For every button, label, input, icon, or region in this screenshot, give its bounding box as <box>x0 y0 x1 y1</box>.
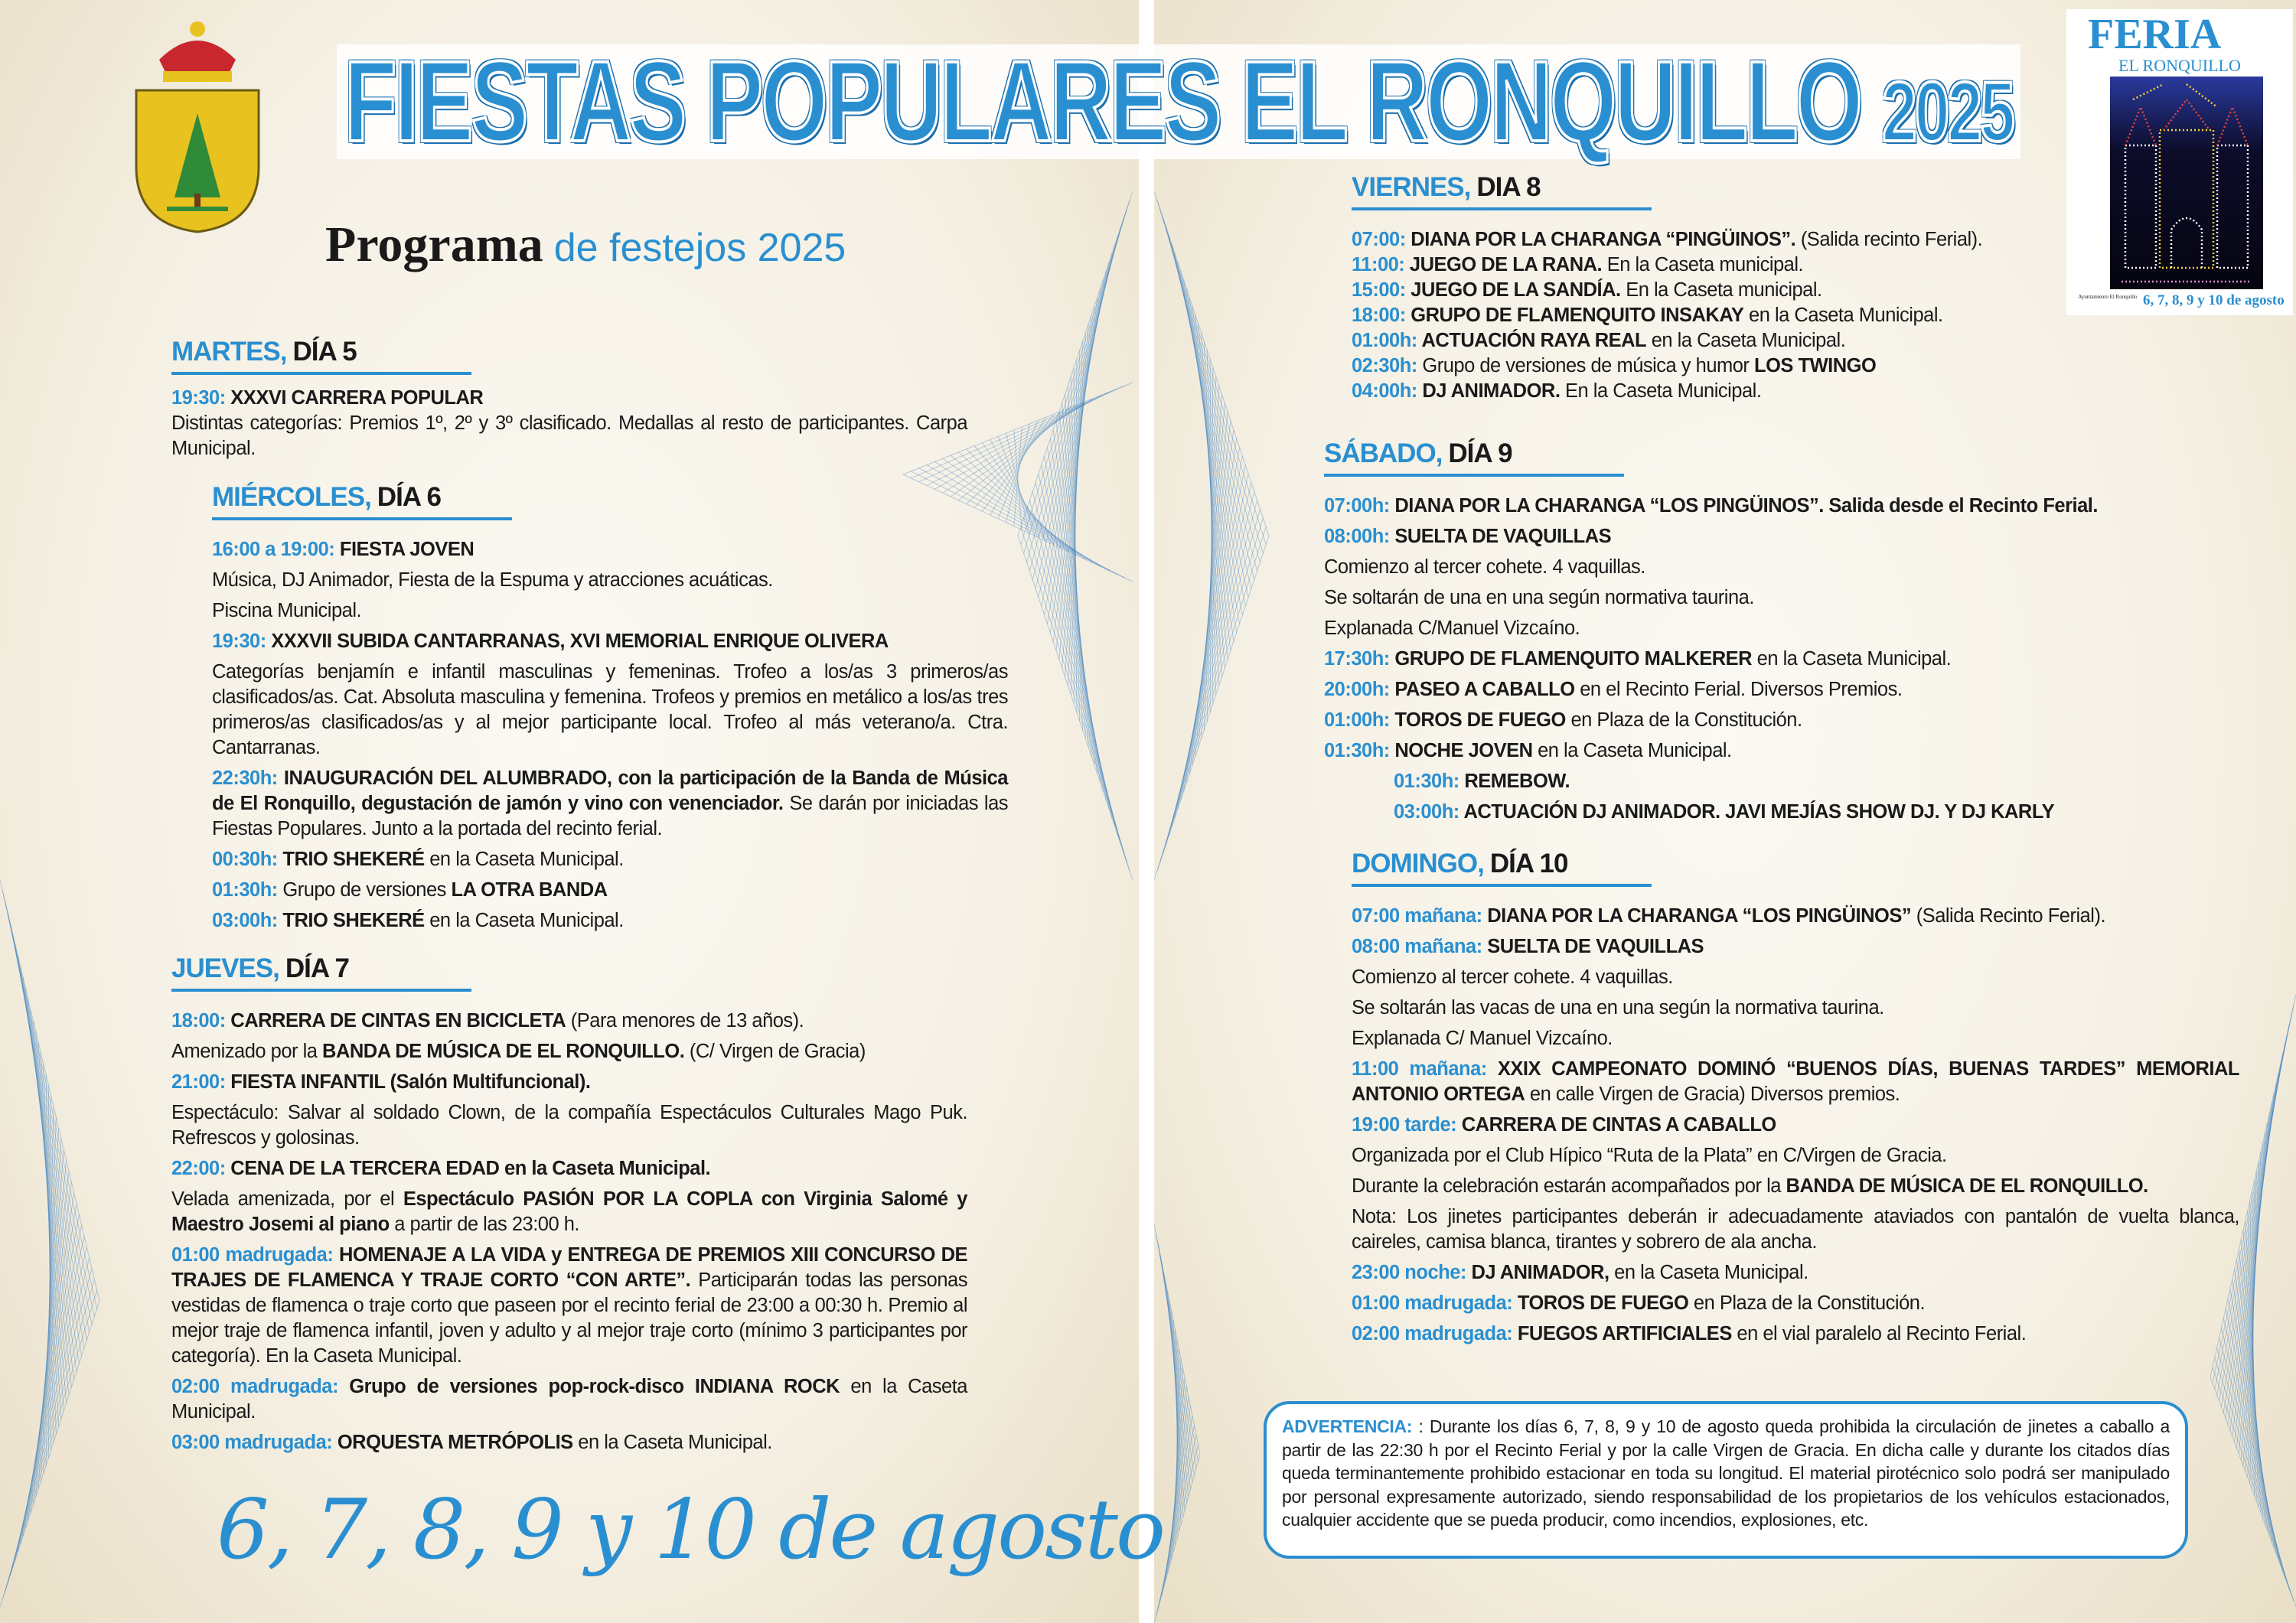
event-time: 00:30h: <box>212 849 283 870</box>
event-time: 01:00 madrugada: <box>1352 1292 1518 1314</box>
event-item <box>1352 1143 2239 1168</box>
day-section-miercoles <box>212 482 1008 939</box>
event-item <box>171 411 967 461</box>
event-title: ORQUESTA METRÓPOLIS <box>337 1432 573 1453</box>
event-time: 01:00 madrugada: <box>171 1244 339 1266</box>
event-description: en la Caseta Municipal. <box>171 1376 967 1423</box>
event-item <box>212 847 1008 872</box>
event-item <box>1324 647 2197 672</box>
event-time: 18:00: <box>1352 305 1411 326</box>
day-heading <box>212 482 1008 513</box>
event-description: Velada amenizada, por el <box>171 1188 403 1210</box>
event-title: FIESTA INFANTIL (Salón Multifuncional). <box>230 1071 591 1093</box>
event-description: Comienzo al tercer cohete. 4 vaquillas. <box>1324 556 1645 578</box>
event-title: GRUPO DE FLAMENQUITO INSAKAY <box>1411 305 1744 326</box>
day-section-sabado <box>1324 438 2197 830</box>
event-item <box>1352 303 2071 328</box>
event-item <box>212 878 1008 903</box>
event-item <box>1352 904 2239 929</box>
event-title: CARRERA DE CINTAS EN BICICLETA <box>230 1010 566 1031</box>
poster-title: FERIA <box>2088 11 2222 58</box>
program-heading <box>325 216 846 274</box>
warning-label: ADVERTENCIA: <box>1282 1416 1413 1436</box>
event-item <box>171 1374 967 1425</box>
day-heading <box>171 953 967 984</box>
event-title: HOMENAJE A LA VIDA y ENTREGA DE PREMIOS XIII CONCURSO DE TRAJES DE FLAMENCA Y TRAJE CORTO “CON ARTE”. <box>171 1244 967 1291</box>
day-heading <box>1324 438 2197 469</box>
event-item <box>1352 354 2071 379</box>
event-title: TOROS DE FUEGO <box>1517 1292 1689 1314</box>
day-number: DÍA 10 <box>1489 849 1568 878</box>
event-time: 03:00h: <box>1394 801 1464 823</box>
event-title: NOCHE JOVEN <box>1394 740 1533 761</box>
day-name: JUEVES, <box>171 953 279 983</box>
event-description: en calle Virgen de Gracia) Diversos premios. <box>1525 1084 1900 1105</box>
event-time: 07:00 mañana: <box>1352 905 1488 927</box>
event-description: en la Caseta Municipal. <box>1743 305 1943 326</box>
event-time: 19:00 tarde: <box>1352 1114 1462 1136</box>
event-item <box>171 1100 967 1151</box>
event-title: ACTUACIÓN DJ ANIMADOR. JAVI MEJÍAS SHOW DJ. Y DJ KARLY <box>1463 801 2055 823</box>
event-time: 15:00: <box>1352 279 1411 301</box>
event-time: 02:30h: <box>1352 355 1423 376</box>
event-item <box>212 908 1008 934</box>
event-item <box>1352 379 2071 404</box>
event-title: DIANA POR LA CHARANGA “LOS PINGÜINOS”. Salida desde el Recinto Ferial. <box>1394 495 2098 517</box>
event-description: en la Caseta Municipal. <box>424 910 624 931</box>
event-title: DJ ANIMADOR. <box>1422 380 1561 402</box>
event-description: en la Caseta Municipal. <box>572 1432 772 1453</box>
event-description: Durante la celebración estarán acompañados por la <box>1352 1175 1786 1197</box>
day-heading <box>1352 849 2239 879</box>
event-item <box>171 1430 967 1455</box>
event-time: 07:00h: <box>1324 495 1395 517</box>
event-title: REMEBOW. <box>1464 771 1570 792</box>
event-time: 04:00h: <box>1352 380 1423 402</box>
string-art-line <box>1056 306 1094 650</box>
title-text: FIESTAS POPULARES EL RONQUILLO <box>344 37 1861 165</box>
event-title: JUEGO DE LA RANA. <box>1409 254 1603 275</box>
day-number: DÍA 5 <box>292 337 357 367</box>
event-description: en Plaza de la Constitución. <box>1688 1292 1926 1314</box>
event-item <box>171 1039 967 1064</box>
event-time: 01:30h: <box>1324 740 1395 761</box>
event-time: 19:30: <box>171 387 231 409</box>
event-item <box>212 598 1008 624</box>
day-section-martes <box>171 337 967 461</box>
event-item <box>1324 677 2197 702</box>
event-title: XXXVI CARRERA POPULAR <box>230 387 484 409</box>
event-time: 22:00: <box>171 1158 231 1179</box>
programa-label: Programa <box>325 217 543 272</box>
day-name: SÁBADO, <box>1324 438 1443 468</box>
event-description: en la Caseta Municipal. <box>1752 648 1952 670</box>
event-title: BANDA DE MÚSICA DE EL RONQUILLO. <box>322 1041 685 1062</box>
event-time: 07:00: <box>1352 229 1411 250</box>
event-title: GRUPO DE FLAMENQUITO MALKERER <box>1394 648 1753 670</box>
event-title: TRIO SHEKERÉ <box>282 910 425 931</box>
event-time: 01:30h: <box>212 879 283 901</box>
event-item <box>1324 494 2197 519</box>
day-name: DOMINGO, <box>1352 849 1484 878</box>
event-title: SUELTA DE VAQUILLAS <box>1394 526 1612 547</box>
event-time: 17:30h: <box>1324 648 1395 670</box>
event-item <box>1352 1057 2239 1107</box>
event-item <box>1352 996 2239 1021</box>
event-time: 16:00 a 19:00: <box>212 539 340 560</box>
event-item <box>1324 708 2197 733</box>
event-item <box>171 1243 967 1369</box>
event-description: Organizada por el Club Hípico “Ruta de la Plata” en C/Virgen de Gracia. <box>1352 1145 1947 1166</box>
event-time: 19:30: <box>212 631 272 652</box>
event-description: Espectáculo: Salvar al soldado Clown, de la compañía Espectáculos Culturales Mago Puk. Refrescos y golosinas. <box>171 1102 967 1149</box>
event-item <box>1324 524 2197 549</box>
event-item <box>1324 585 2197 611</box>
heading-underline <box>212 517 512 520</box>
event-item <box>212 537 1008 562</box>
event-title: Grupo de versiones pop-rock-disco INDIANA ROCK <box>349 1376 840 1397</box>
event-title: FIESTA JOVEN <box>339 539 475 560</box>
heading-underline <box>171 989 471 992</box>
event-item <box>1352 1260 2239 1286</box>
event-item <box>1352 1204 2239 1255</box>
event-time: 01:30h: <box>1394 771 1465 792</box>
page-title <box>344 37 2014 174</box>
event-title: Espectáculo PASIÓN POR LA COPLA con Virginia Salomé y Maestro Josemi al piano <box>171 1188 967 1235</box>
heading-underline <box>171 372 471 375</box>
title-year: 2025 <box>1882 65 2014 159</box>
event-time: 02:00 madrugada: <box>1352 1323 1518 1344</box>
event-item <box>1324 738 2197 764</box>
day-heading <box>1352 172 2071 203</box>
event-item <box>1352 328 2071 354</box>
day-heading <box>171 337 967 367</box>
string-art-line <box>1192 306 1231 650</box>
event-description: Amenizado por la <box>171 1041 323 1062</box>
event-time: 01:00h: <box>1324 709 1395 731</box>
event-time: 21:00: <box>171 1071 231 1093</box>
event-description: en la Caseta Municipal. <box>1532 740 1732 761</box>
event-title: XXIX CAMPEONATO DOMINÓ “BUENOS DÍAS, BUENAS TARDES” MEMORIAL ANTONIO ORTEGA <box>1352 1058 2239 1105</box>
event-title: TOROS DE FUEGO <box>1394 709 1566 731</box>
day-name: VIERNES, <box>1352 172 1471 202</box>
event-title: CARRERA DE CINTAS A CABALLO <box>1461 1114 1776 1136</box>
festival-dates: 6, 7, 8, 9 y 10 de agosto <box>217 1482 1164 1578</box>
event-description: En la Caseta municipal. <box>1602 254 1804 275</box>
event-description: en la Caseta Municipal. <box>1609 1262 1808 1283</box>
event-description: Comienzo al tercer cohete. 4 vaquillas. <box>1352 966 1673 988</box>
event-title: XXXVII SUBIDA CANTARRANAS, XVI MEMORIAL ENRIQUE OLIVERA <box>271 631 889 652</box>
event-title: DJ ANIMADOR, <box>1471 1262 1609 1283</box>
poster-dates: 6, 7, 8, 9 y 10 de agosto <box>2143 292 2285 308</box>
poster-subtitle: EL RONQUILLO <box>2118 56 2241 75</box>
event-item <box>171 386 967 411</box>
string-art-line <box>31 1009 69 1395</box>
event-description: (C/ Virgen de Gracia) <box>684 1041 866 1062</box>
event-title: DIANA POR LA CHARANGA “LOS PINGÜINOS” <box>1487 905 1912 927</box>
event-description: (Salida Recinto Ferial). <box>1911 905 2106 927</box>
event-description: Piscina Municipal. <box>212 600 362 621</box>
event-time: 03:00h: <box>212 910 283 931</box>
feria-poster <box>2066 9 2293 315</box>
event-item <box>1352 1291 2239 1316</box>
event-item <box>1352 253 2071 278</box>
event-time: 08:00h: <box>1324 526 1395 547</box>
event-time: 02:00 madrugada: <box>171 1376 350 1397</box>
event-item <box>212 568 1008 593</box>
event-item <box>1324 616 2197 641</box>
day-number: DÍA 7 <box>285 953 350 983</box>
day-name: MIÉRCOLES, <box>212 482 371 512</box>
illuminated-church-image <box>2110 77 2263 289</box>
event-description: Se soltarán las vacas de una en una según la normativa taurina. <box>1352 997 1884 1018</box>
event-description: en la Caseta Municipal. <box>424 849 624 870</box>
event-description: a partir de las 23:00 h. <box>389 1214 580 1235</box>
event-description: Grupo de versiones de música y humor <box>1422 355 1755 376</box>
event-item <box>1324 769 2197 794</box>
event-description: en la Caseta Municipal. <box>1646 330 1846 351</box>
event-item <box>1352 934 2239 960</box>
poster-illumination-image <box>2110 77 2263 289</box>
poster-council: Ayuntamiento El Ronquillo <box>2078 294 2138 300</box>
day-number: DÍA 9 <box>1448 438 1512 468</box>
coat-of-arms-icon <box>129 6 266 236</box>
event-description: en Plaza de la Constitución. <box>1565 709 1802 731</box>
event-item <box>1324 800 2197 825</box>
day-number: DÍA 6 <box>377 482 441 512</box>
event-time: 03:00 madrugada: <box>171 1432 338 1453</box>
event-item <box>212 629 1008 654</box>
event-description: Explanada C/Manuel Vizcaíno. <box>1324 618 1580 639</box>
event-time: 22:30h: <box>212 768 284 789</box>
heading-underline <box>1352 207 1652 210</box>
event-description: En la Caseta municipal. <box>1620 279 1822 301</box>
event-description: Grupo de versiones <box>282 879 452 901</box>
event-item <box>1352 1113 2239 1138</box>
event-description: Nota: Los jinetes participantes deberán ir adecuadamente ataviados con pantalón de vuelta blanca, caireles, camisa blanca, tirantes y sobrero de ala ancha. <box>1352 1206 2239 1253</box>
event-time: 01:00h: <box>1352 330 1422 351</box>
event-item <box>1324 555 2197 580</box>
event-item <box>1352 278 2071 303</box>
event-title: PASEO A CABALLO <box>1394 679 1575 700</box>
warning-box <box>1264 1401 2188 1559</box>
event-title: DIANA POR LA CHARANGA “PINGÜINOS”. <box>1411 229 1796 250</box>
warning-text: : Durante los días 6, 7, 8, 9 y 10 de agosto queda prohibida la circulación de jinetes a caballo a partir de las 22:30 h por el Recinto Ferial y por la calle Virgen de Gracia. En dicha calle y durante los citados días queda terminantemente prohibido estacionar en toda su longitud. El material pirotécnico solo podrá ser manipulado por personal expresamente autorizado, siendo responsabilidad de los propietarios de los vehículos estacionados, cualquier accidente que se pueda producir, como incendios, explosiones, etc. <box>1282 1416 2170 1530</box>
event-title: TRIO SHEKERÉ <box>282 849 425 870</box>
event-item <box>1352 1174 2239 1199</box>
event-time: 11:00: <box>1352 254 1410 275</box>
day-name: MARTES, <box>171 337 287 367</box>
event-description: en el vial paralelo al Recinto Ferial. <box>1731 1323 2027 1344</box>
event-description: Se darán por iniciadas las Fiestas Populares. Junto a la portada del recinto ferial. <box>212 793 1009 839</box>
event-item <box>1352 227 2071 253</box>
day-section-viernes <box>1352 172 2071 404</box>
event-title: SUELTA DE VAQUILLAS <box>1487 936 1704 957</box>
event-title: CENA DE LA TERCERA EDAD en la Caseta Municipal. <box>230 1158 711 1179</box>
event-description: Distintas categorías: Premios 1º, 2º y 3º clasificado. Medallas al resto de participantes. Carpa Municipal. <box>171 412 967 459</box>
event-description: Participarán todas las personas vestidas de flamenca o traje corto que paseen por el recinto ferial de 23:00 a 00:30 h. Premio al mejor traje de flamenca infantil, joven y adulto y al mejor traje corto (mínimo 3 participantes por categoría). En la Caseta Municipal. <box>171 1269 967 1367</box>
event-title: INAUGURACIÓN DEL ALUMBRADO, con la participación de la Banda de Música de El Ronquillo, degustación de jamón y vino con venenciador. <box>212 768 1008 814</box>
programa-subtitle: de festejos 2025 <box>553 226 846 270</box>
heading-underline <box>1352 884 1652 887</box>
day-number: DIA 8 <box>1476 172 1541 202</box>
event-item <box>171 1009 967 1034</box>
event-item <box>212 660 1008 761</box>
event-item <box>171 1187 967 1237</box>
event-time: 11:00 mañana: <box>1352 1058 1498 1080</box>
event-description: (Para menores de 13 años). <box>566 1010 804 1031</box>
event-time: 08:00 mañana: <box>1352 936 1488 957</box>
event-item <box>1352 965 2239 990</box>
event-item <box>1352 1322 2239 1347</box>
event-description: Categorías benjamín e infantil masculinas y femeninas. Trofeo a los/as 3 primeros/as clasificados/as. Cat. Absoluta masculina y femenina. Trofeos y premios en metálico a los/as tres primeros/as clasificados/as y al mejor participante local. Trofeo al más veterano/a. Ctra. Cantarranas. <box>212 661 1008 758</box>
event-item <box>1352 1026 2239 1051</box>
event-title: LA OTRA BANDA <box>451 879 608 901</box>
heading-underline <box>1324 474 1624 477</box>
event-item <box>212 766 1008 842</box>
event-description: Música, DJ Animador, Fiesta de la Espuma y atracciones acuáticas. <box>212 569 773 591</box>
event-item <box>171 1156 967 1181</box>
day-section-jueves <box>171 953 967 1461</box>
event-description: Se soltarán de una en una según normativa taurina. <box>1324 587 1754 608</box>
event-title: FUEGOS ARTIFICIALES <box>1517 1323 1732 1344</box>
event-description: En la Caseta Municipal. <box>1560 380 1762 402</box>
event-item <box>171 1070 967 1095</box>
event-description: en el Recinto Ferial. Diversos Premios. <box>1574 679 1903 700</box>
event-time: 23:00 noche: <box>1352 1262 1472 1283</box>
event-description: Explanada C/ Manuel Vizcaíno. <box>1352 1028 1613 1049</box>
event-time: 18:00: <box>171 1010 231 1031</box>
event-time: 20:00h: <box>1324 679 1395 700</box>
event-title: ACTUACIÓN RAYA REAL <box>1421 330 1647 351</box>
string-art-line <box>0 1301 99 1607</box>
event-description: (Salida recinto Ferial). <box>1795 229 1983 250</box>
day-section-domingo <box>1352 849 2239 1352</box>
event-title: JUEGO DE LA SANDÍA. <box>1411 279 1621 301</box>
event-title: BANDA DE MÚSICA DE EL RONQUILLO. <box>1786 1175 2148 1197</box>
event-title: LOS TWINGO <box>1754 355 1877 376</box>
string-art-line <box>2213 1367 2294 1601</box>
